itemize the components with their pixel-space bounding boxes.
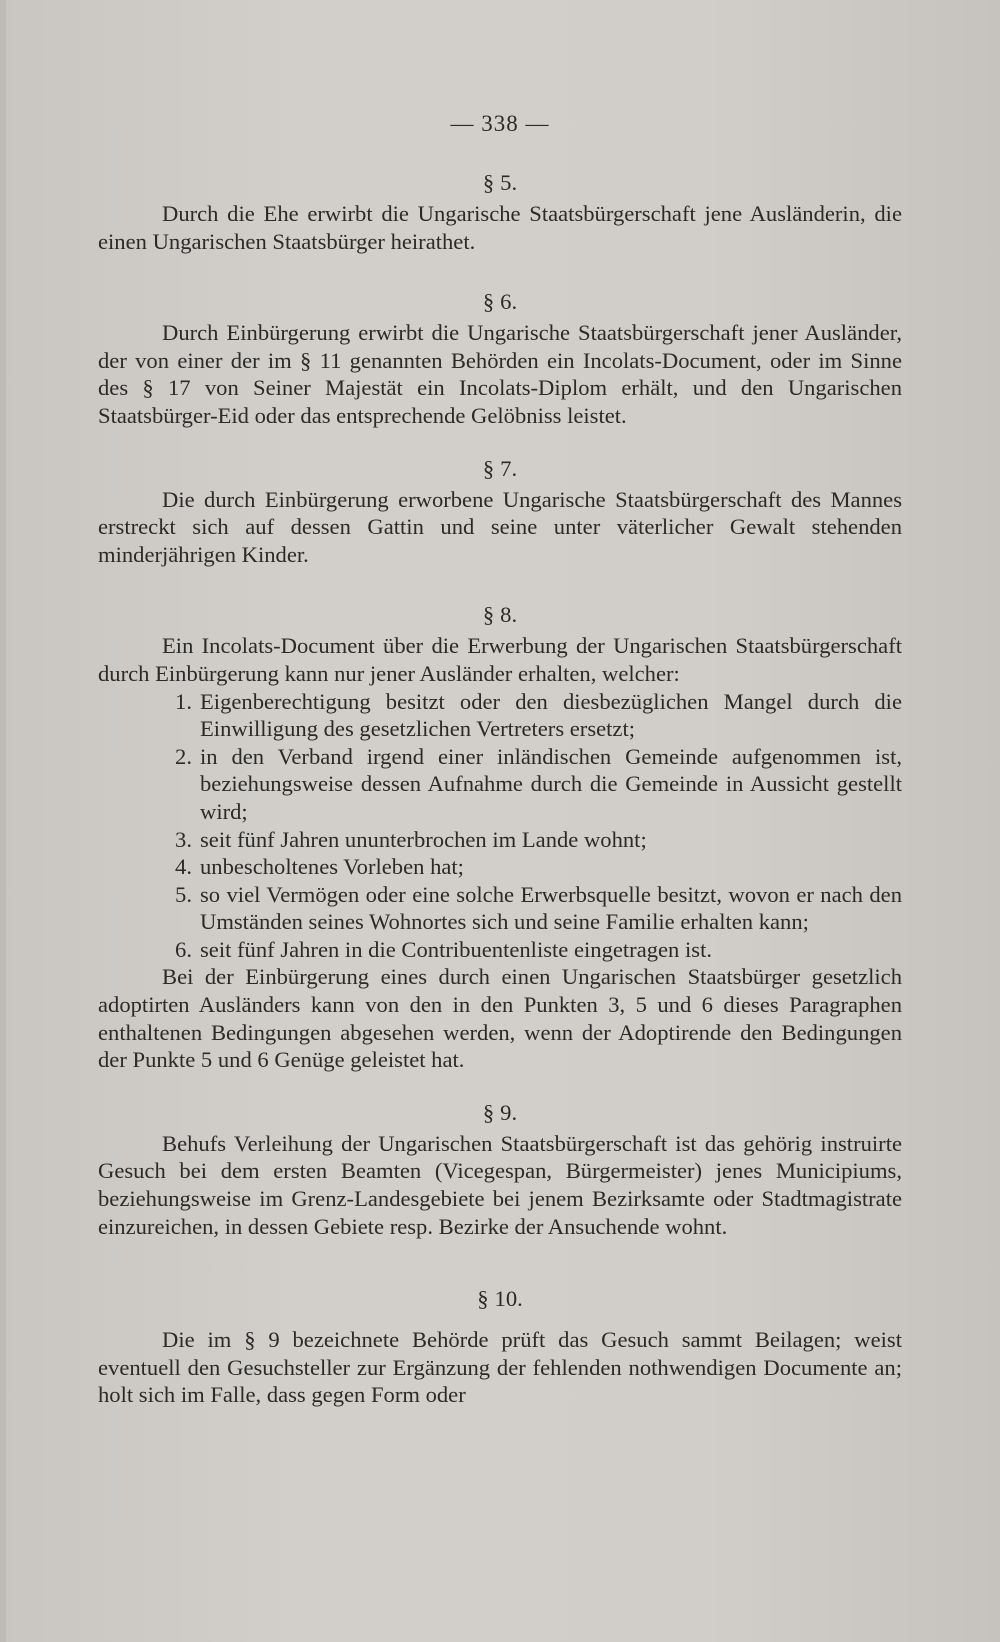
list-item-text: seit fünf Jahren ununterbrochen im Lande wohnt; — [200, 826, 647, 852]
text-column — [98, 104, 902, 1409]
section-symbol: § — [482, 455, 495, 481]
section-10-paragraph: Die im § 9 bezeichnete Behörde prüft das Gesuch sammt Beilagen; weist eventuell den Gesuchsteller zur Ergänzung der fehlenden nothwendigen Documente an; holt sich im Falle, dass gegen Form oder — [98, 1327, 902, 1408]
section-number: 9. — [500, 1099, 518, 1125]
section-7-paragraph: Die durch Einbürgerung erworbene Ungarische Staatsbürgerschaft des Mannes erstreckt sich auf dessen Gattin und seine unter väterlicher Gewalt stehenden minderjährigen Kinder. — [98, 486, 902, 567]
section-symbol: § — [482, 1099, 495, 1125]
section-8-closing: Bei der Einbürgerung eines durch einen Ungarischen Staatsbürger gesetzlich adoptirten Ausländers kann von den in den Punkten 3, 5 und 6 dieses Paragraphen enthaltenen Bedingungen abgesehen werden, wenn der Adoptirende den Bedingungen der Punkte 5 und 6 Genüge geleistet hat. — [98, 964, 902, 1073]
list-item-text: seit fünf Jahren in die Contribuentenliste eingetragen ist. — [200, 936, 712, 962]
section-number: 6. — [500, 289, 518, 315]
requirements-list — [98, 688, 902, 964]
list-item-text: Eigenberechtigung besitzt oder den diesbezüglichen Mangel durch die Einwilligung des gesetzlichen Vertreters ersetzt; — [200, 688, 902, 742]
section-heading-6 — [98, 285, 902, 319]
section-symbol: § — [477, 1286, 489, 1312]
section-symbol: § — [482, 170, 495, 195]
list-item — [175, 881, 902, 936]
section-9-paragraph: Behufs Verleihung der Ungarischen Staatsbürgerschaft ist das gehörig instruirte Gesuch bei dem ersten Beamten (Vicegespan, Bürgermeister) jenes Municipiums, beziehungsweise im Grenz-Landesgebiete bei jenem Bezirksamte oder Stadtmagistrate einzureichen, in dessen Gebiete resp. Bezirke der Ansuchende wohnt. — [98, 1130, 902, 1239]
section-symbol: § — [482, 289, 495, 315]
section-8-intro: Ein Incolats-Document über die Erwerbung der Ungarischen Staatsbürgerschaft durch Einbürgerung kann nur jener Ausländer erhalten, welcher: — [98, 633, 902, 686]
list-item-text: in den Verband irgend einer inländischen Gemeinde aufgenommen ist, beziehungsweise dessen Aufnahme durch die Gemeinde in Aussicht gestellt wird; — [200, 743, 902, 824]
section-5-paragraph: Durch die Ehe erwirbt die Ungarische Staatsbürgerschaft jene Ausländerin, die einen Ungarischen Staatsbürger heirathet. — [98, 201, 902, 254]
list-item-number: 3. — [175, 826, 192, 852]
section-heading-10 — [98, 1282, 902, 1316]
list-item — [175, 743, 902, 826]
section-number: 8. — [500, 602, 518, 628]
section-6-paragraph: Durch Einbürgerung erwirbt die Ungarische Staatsbürgerschaft jener Ausländer, der von einer der im § 11 genannten Behörden ein Incolats-Document, oder im Sinne des § 17 von Seiner Majestät ein Incolats-Diplom erhält, und den Ungarischen Staatsbürger-Eid oder das entsprechende Gelöbniss leistet. — [98, 320, 902, 428]
section-heading-9 — [98, 1096, 902, 1130]
page-edge-shadow — [0, 0, 6, 1642]
list-item — [175, 826, 902, 854]
list-item — [175, 936, 902, 964]
list-item — [175, 853, 902, 881]
section-heading-8 — [98, 598, 902, 632]
list-item-number: 2. — [175, 743, 192, 769]
section-number: 7. — [500, 455, 518, 481]
list-item-text: so viel Vermögen oder eine solche Erwerbsquelle besitzt, wovon er nach den Umständen seines Wohnortes sich und seine Familie erhalten kann; — [200, 881, 902, 935]
list-item-text: unbescholtenes Vorleben hat; — [200, 854, 464, 880]
page-number: — 338 — — [450, 111, 550, 136]
list-item-number: 6. — [175, 936, 192, 962]
section-symbol: § — [482, 602, 495, 628]
list-item-number: 1. — [175, 688, 192, 714]
section-heading-5 — [98, 166, 902, 200]
list-item — [175, 688, 902, 743]
section-heading-7 — [98, 452, 902, 486]
section-number: 10. — [494, 1286, 523, 1312]
section-number: 5. — [500, 170, 518, 195]
list-item-number: 5. — [175, 881, 192, 907]
list-item-number: 4. — [175, 854, 192, 880]
